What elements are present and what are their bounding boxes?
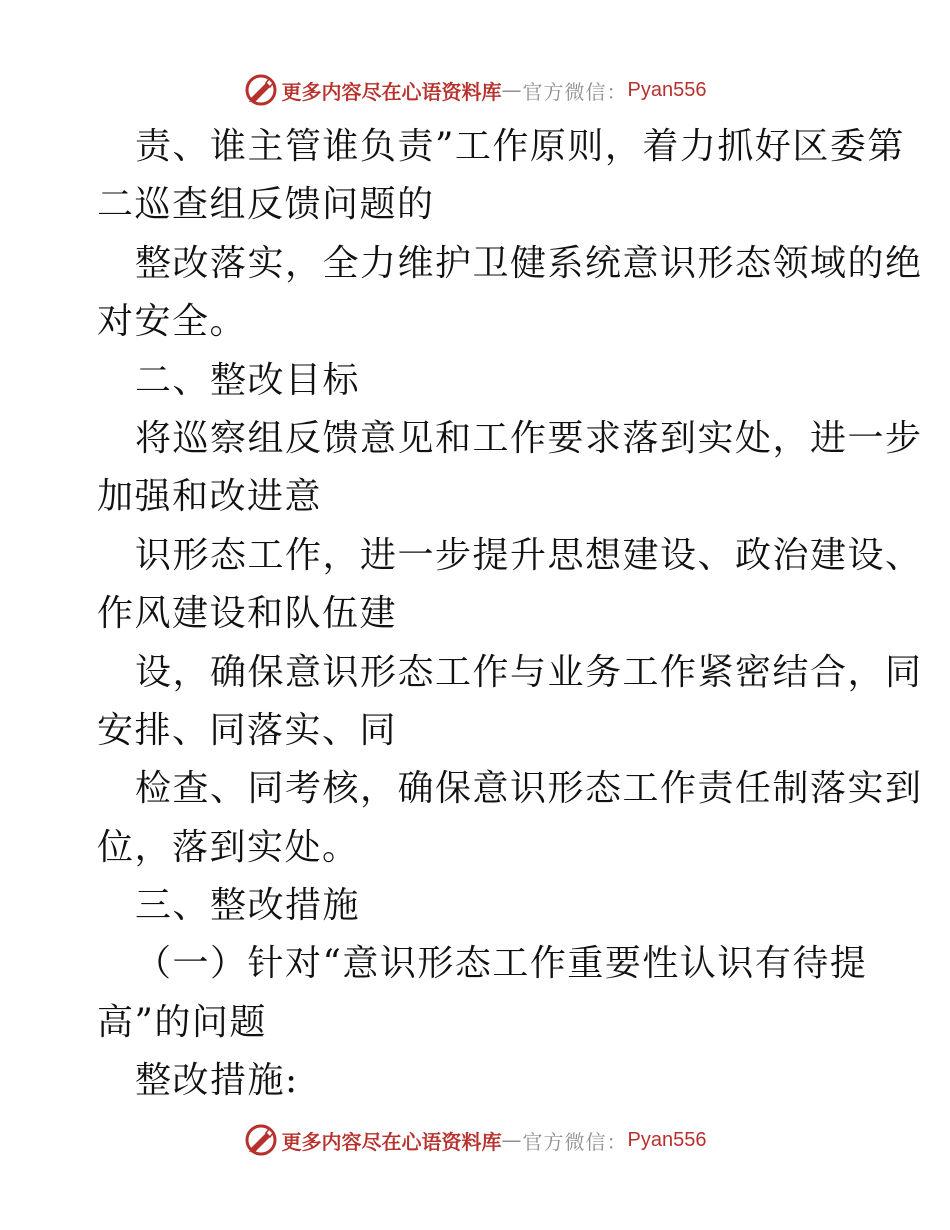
watermark-wechat-id: Pyan556 [627, 1128, 707, 1151]
paragraph-line: 对安全。 [97, 301, 248, 343]
section-heading: 三、整改措施 [135, 885, 361, 927]
paragraph-line: 检查、同考核，确保意识形态工作责任制落实到 [135, 768, 923, 810]
paragraph-line: 作风建设和队伍建 [97, 593, 398, 635]
watermark-wechat-label: 官方微信： [522, 1129, 628, 1154]
watermark-dash: — [501, 78, 523, 102]
paragraph-line: 责、谁主管谁负责”工作原则，着力抓好区委第 [135, 126, 905, 167]
watermark-header [0, 70, 950, 110]
paragraph-line: 加强和改进意 [97, 476, 323, 518]
watermark-wechat-label: 官方微信： [522, 79, 628, 104]
watermark-dash: — [501, 1128, 523, 1152]
paragraph-line: 将巡察组反馈意见和工作要求落到实处，进一步 [135, 417, 923, 459]
paragraph-line: 二巡查组反馈问题的 [97, 184, 435, 226]
watermark-promo-text: 更多内容尽在心语资料库 [281, 1129, 502, 1154]
watermark-wechat-id: Pyan556 [627, 78, 707, 101]
document-body [97, 118, 923, 1111]
paragraph-line: 整改落实，全力维护卫健系统意识形态领域的绝 [135, 242, 923, 284]
watermark-footer [0, 1120, 950, 1160]
subsection-heading: （一）针对“意识形态工作重要性认识有待提 [135, 943, 868, 985]
section-heading: 二、整改目标 [135, 359, 361, 401]
paragraph-line: 位，落到实处。 [97, 826, 360, 868]
paragraph-line: 安排、同落实、同 [97, 709, 398, 751]
paragraph-line: 整改措施: [135, 1060, 299, 1102]
paragraph-line: 识形态工作，进一步提升思想建设、政治建设、 [135, 534, 923, 576]
watermark-promo-text: 更多内容尽在心语资料库 [281, 79, 502, 104]
pen-logo-icon [244, 1123, 278, 1157]
pen-logo-icon [244, 73, 278, 107]
paragraph-line: 设，确保意识形态工作与业务工作紧密结合，同 [135, 651, 923, 693]
paragraph-line: 高”的问题 [97, 1001, 267, 1043]
